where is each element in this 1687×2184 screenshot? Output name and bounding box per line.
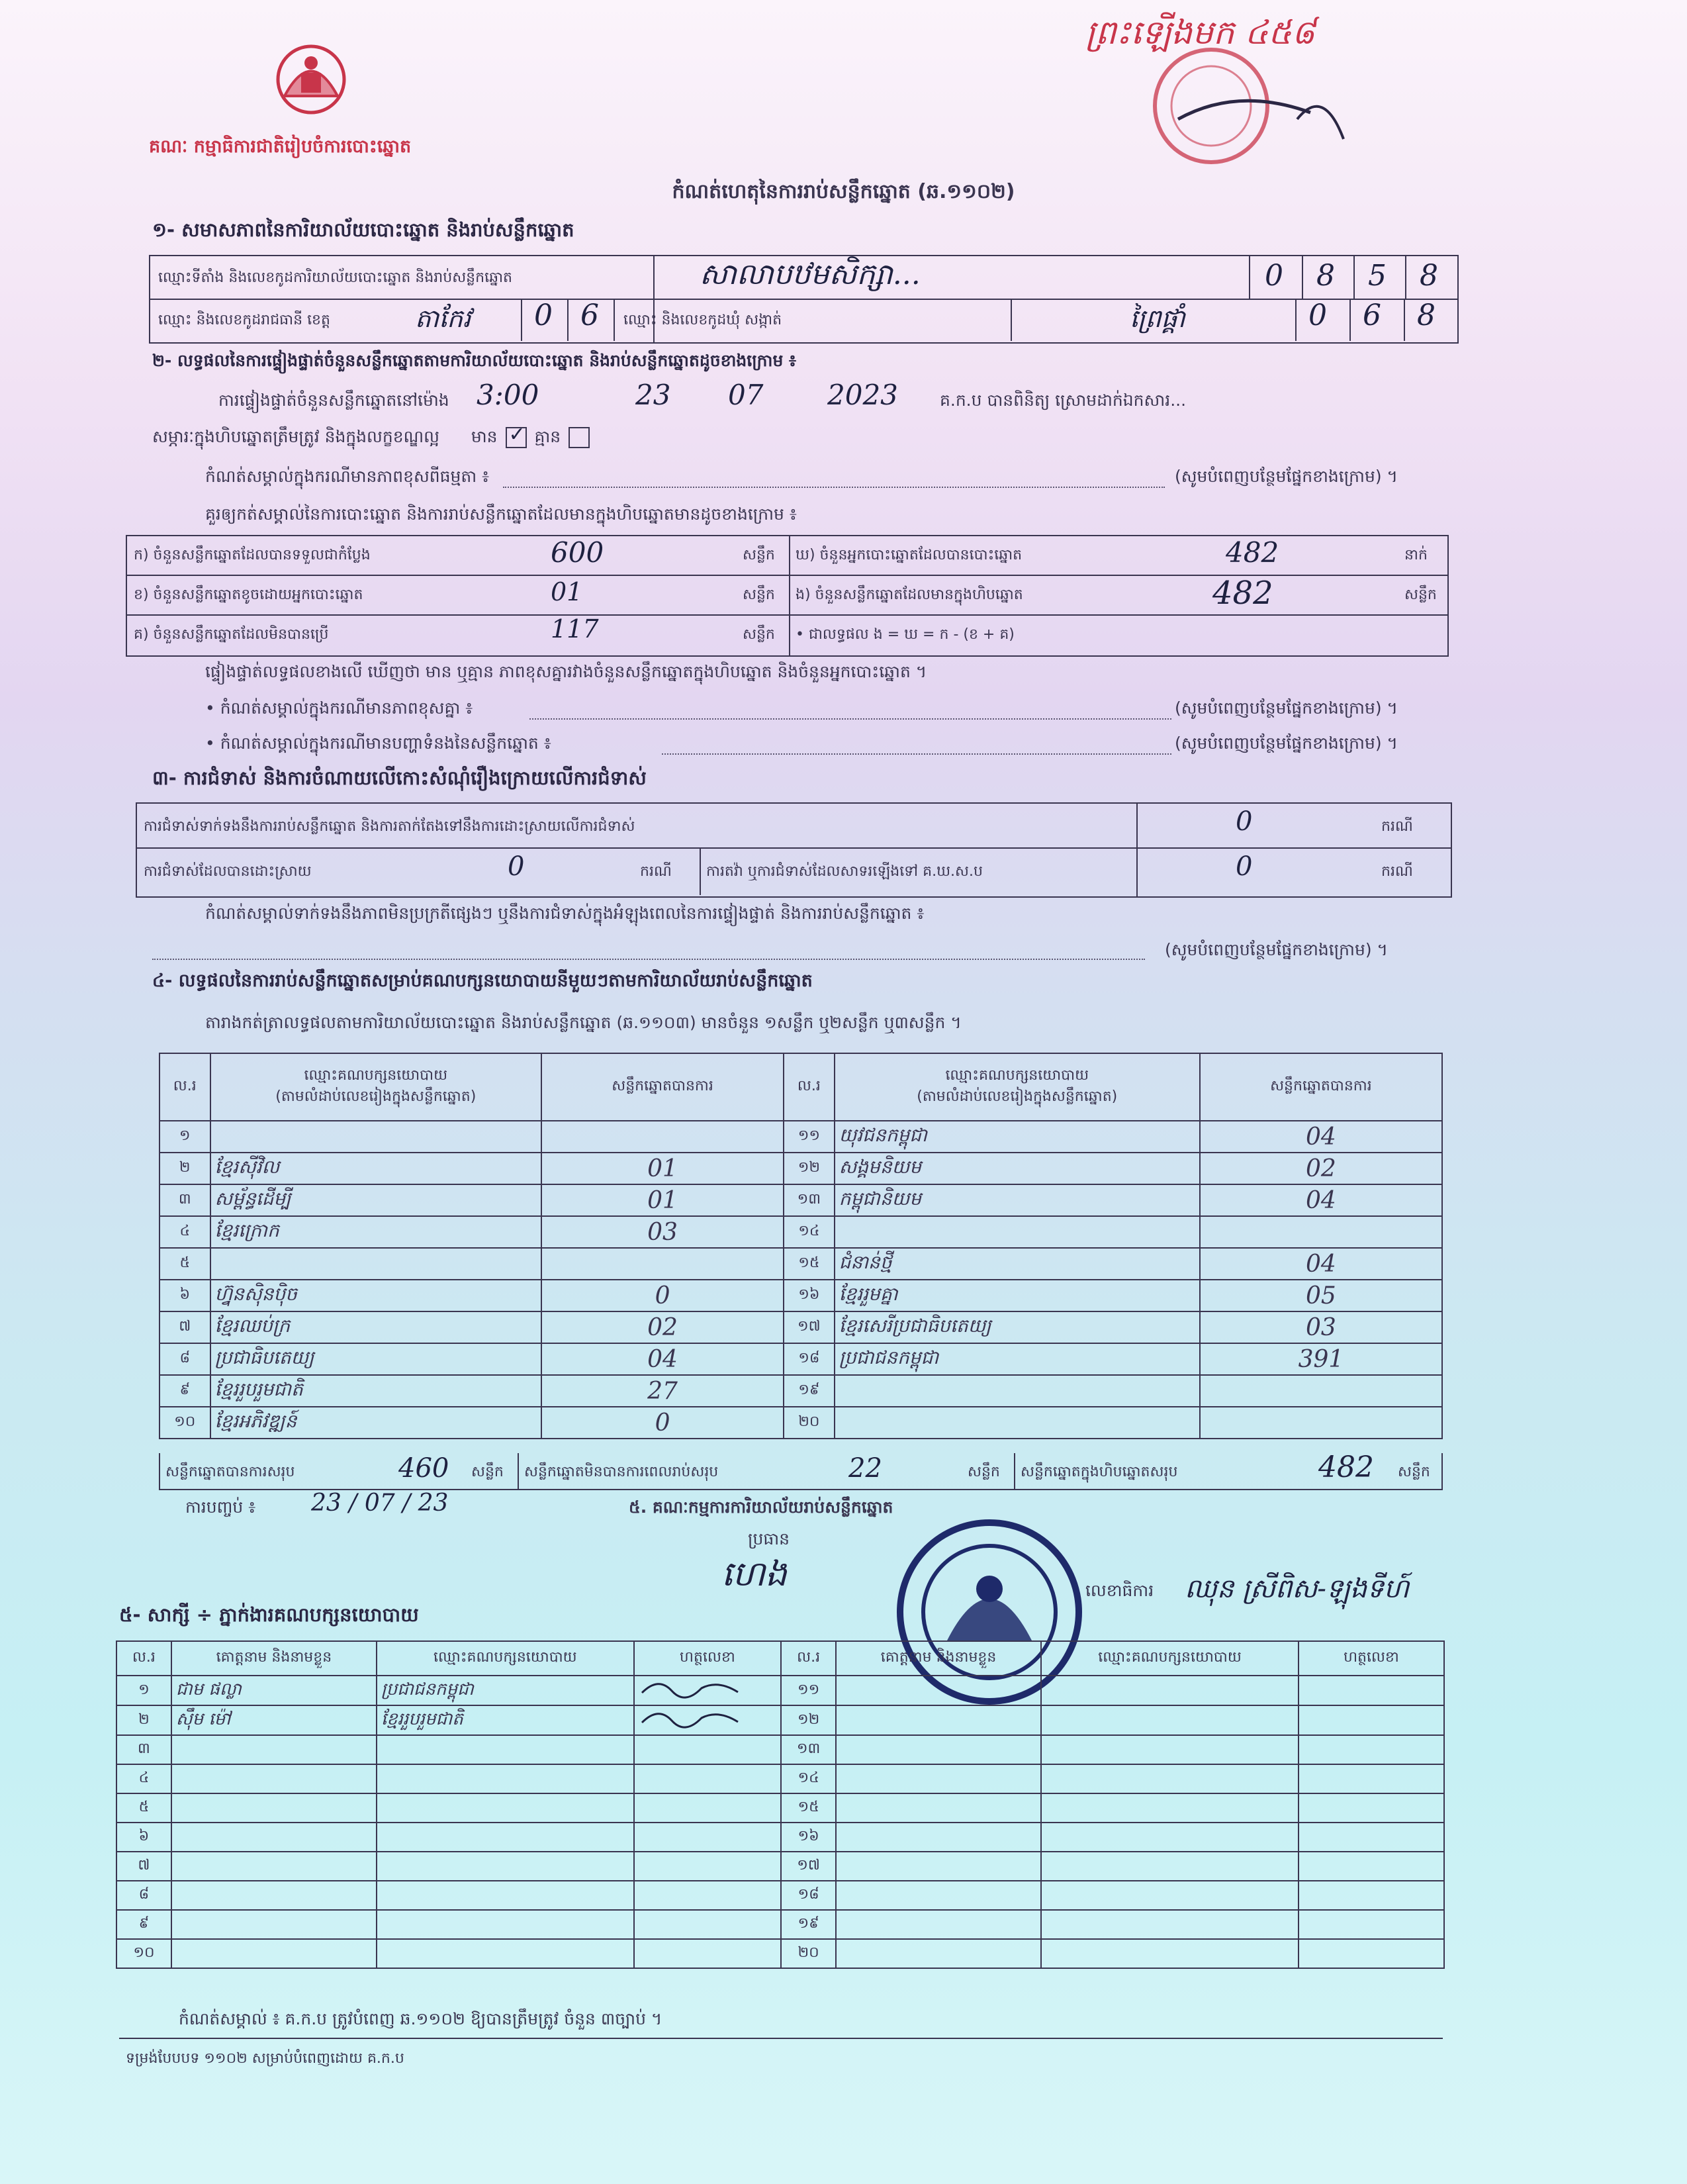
counts-box: ក) ចំនួនសន្លឹកឆ្នោតដែលបានទទួលជាកំប្លែង 600 សន្លឹក ខ) ចំនួនសន្លឹកឆ្នោតខូចដោយអ្នកបោះឆ្នោត 01 សន្លឹក គ) ចំនួនសន្លឹកឆ្នោតដែលមិនបានប្រើ 117 សន្លឹក ឃ) ចំនួនអ្នកបោះឆ្នោតដែលបានបោះឆ្នោត 482 នាក់ ង) ចំនួនសន្លឹកឆ្នោតដែលមានក្នុងហិបឆ្នោត 482 សន្លឹក • ជាលទ្ធផល ង = ឃ = ក - (ខ + គ)	[126, 535, 1449, 657]
count-b-label: ខ) ចំនួនសន្លឹកឆ្នោតខូចដោយអ្នកបោះឆ្នោត	[134, 587, 363, 603]
party-votes: 391	[1200, 1343, 1442, 1375]
row-number: ៣	[160, 1184, 210, 1216]
party-name: ខ្មែរក្រោក	[210, 1216, 542, 1248]
form-footer: ទម្រង់បែបបទ ១១០២ សម្រាប់បំពេញដោយ គ.ក.ប	[126, 2050, 404, 2067]
objection-row1-label: ការជំទាស់ទាក់ទងនឹងការរាប់សន្លឹកឆ្នោត និងការតាក់តែងទៅនឹងការដោះស្រាយលើការជំទាស់	[144, 818, 635, 835]
party-votes: 03	[541, 1216, 784, 1248]
objection-row2-value: 0	[508, 851, 525, 882]
row-number: ៧	[116, 1852, 171, 1881]
location-value: សាលាបឋមសិក្សា...	[700, 258, 921, 291]
section3-remark-line[interactable]	[152, 959, 1145, 960]
witness-party	[1041, 1705, 1299, 1735]
party-name: ខ្មែររួបរួមជាតិ	[210, 1375, 542, 1407]
total-box-label: សន្លឹកឆ្នោតក្នុងហិបឆ្នោតសរុប	[1021, 1464, 1178, 1480]
witness-row	[116, 1735, 1444, 1764]
row-number: ៦	[116, 1823, 171, 1852]
party-votes	[541, 1121, 784, 1153]
commune-label: ឈ្មោះ និងលេខកូដឃុំ សង្កាត់	[623, 312, 782, 328]
witness-signature	[634, 1793, 781, 1823]
remark1-line[interactable]	[503, 487, 1165, 488]
row-number: ១៣	[781, 1735, 836, 1764]
witness-party	[1041, 1676, 1299, 1705]
row-number: ១៥	[781, 1793, 836, 1823]
party-name: ប្រជាធិបតេយ្យ	[210, 1343, 542, 1375]
verify-month: 07	[728, 379, 764, 411]
row-number: ១២	[781, 1705, 836, 1735]
witness-signature	[1299, 1939, 1444, 1968]
party-votes: 01	[541, 1184, 784, 1216]
party-name: ហ្វ៊ុនស៊ិនប៉ិច	[210, 1280, 542, 1311]
row-number: ៣	[116, 1735, 171, 1764]
verify-day: 23	[635, 379, 671, 411]
vote-row	[160, 1216, 1442, 1248]
witness-row	[116, 1881, 1444, 1910]
remark1-hint: (សូមបំពេញបន្ថែមផ្នែកខាងក្រោម) ។	[1175, 467, 1398, 486]
witness-name	[171, 1823, 377, 1852]
witness-name	[171, 1910, 377, 1939]
party-votes: 04	[1200, 1248, 1442, 1280]
province-label: ឈ្មោះ និងលេខកូដរាជធានី ខេត្ត	[158, 312, 330, 328]
party-votes: 03	[1200, 1311, 1442, 1343]
row-number: ៨	[116, 1881, 171, 1910]
row-number: ១៧	[784, 1311, 835, 1343]
party-name	[835, 1216, 1200, 1248]
difference-line: ផ្ទៀងផ្ទាត់លទ្ធផលខាងលើ ឃើញថា មាន ឬគ្មាន ភាពខុសគ្នារវាងចំនួនសន្លឹកឆ្នោតក្នុងហិបឆ្នោត និងចំនួនអ្នកបោះឆ្នោត ។	[205, 662, 927, 681]
vote-row	[160, 1153, 1442, 1184]
witness-table-body	[116, 1676, 1444, 1968]
commune-code-3: 8	[1417, 299, 1436, 332]
row-number: ៥	[160, 1248, 210, 1280]
bullet-remark-1-line[interactable]	[529, 718, 1171, 720]
witness-name	[836, 1764, 1041, 1793]
vote-table-header: ល.រ ឈ្មោះគណបក្សនយោបាយ (តាមលំដាប់លេខរៀងក្នុងសន្លឹកឆ្នោត) សន្លឹកឆ្នោតបានការ ល.រ ឈ្មោះគណបក្សនយោបាយ (តាមលំដាប់លេខរៀងក្នុងសន្លឹកឆ្នោត) សន្លឹកឆ្នោតបានការ	[160, 1053, 1442, 1121]
party-votes	[541, 1248, 784, 1280]
row-number: ១៦	[781, 1823, 836, 1852]
witness-party	[1041, 1823, 1299, 1852]
party-name: សម្ព័ន្ធដើម្បី	[210, 1184, 542, 1216]
vote-totals-row: សន្លឹកឆ្នោតបានការសរុប 460 សន្លឹក សន្លឹកឆ្នោតមិនបានការពេលរាប់សរុប 22 សន្លឹក សន្លឹកឆ្នោតក្នុងហិបឆ្នោតសរុប 482 សន្លឹក	[159, 1453, 1443, 1490]
section5-note: កំណត់សម្គាល់ ៖ គ.ក.ប ត្រូវបំពេញ ឆ.១១០២ ឱ្យបានត្រឹមត្រូវ ចំនួន ៣ច្បាប់ ។	[179, 2009, 662, 2028]
witness-signature	[1299, 1676, 1444, 1705]
vote-results-table	[159, 1053, 1443, 1439]
party-name	[835, 1407, 1200, 1439]
remark1-label: កំណត់សម្គាល់ក្នុងករណីមានភាពខុសពីធម្មតា ៖	[205, 467, 490, 486]
section5-title: ៥- សាក្សី ÷ ភ្នាក់ងារគណបក្សនយោបាយ	[119, 1603, 419, 1626]
row-number: ៥	[116, 1793, 171, 1823]
witness-row	[116, 1793, 1444, 1823]
witness-name	[171, 1881, 377, 1910]
nec-emblem-icon	[265, 33, 357, 126]
party-votes	[1200, 1375, 1442, 1407]
row-number: ១៩	[781, 1910, 836, 1939]
witness-signature	[1299, 1764, 1444, 1793]
witness-signature	[634, 1823, 781, 1852]
witness-signature	[634, 1705, 781, 1735]
section2-title: ២- លទ្ធផលនៃការផ្ទៀងផ្ទាត់ចំនួនសន្លឹកឆ្នោតតាមការិយាល័យបោះឆ្នោត និងរាប់សន្លឹកឆ្នោតដូចខាងក្រោម ៖	[152, 351, 797, 370]
witness-signature	[1299, 1735, 1444, 1764]
witness-party	[377, 1793, 634, 1823]
witness-name	[836, 1881, 1041, 1910]
commune-code-1: 0	[1308, 299, 1327, 332]
witness-party	[377, 1939, 634, 1968]
row-number: ២០	[784, 1407, 835, 1439]
count-d-value: 482	[1226, 536, 1279, 569]
row-number: ៤	[160, 1216, 210, 1248]
row-number: ៦	[160, 1280, 210, 1311]
witness-row	[116, 1939, 1444, 1968]
witness-party	[1041, 1881, 1299, 1910]
witness-signature	[1299, 1881, 1444, 1910]
commune-value: ព្រៃផ្គាំ	[1130, 304, 1185, 333]
verify-time-label: ការផ្ទៀងផ្ទាត់ចំនួនសន្លឹកឆ្នោតនៅម៉ោង	[218, 391, 449, 410]
witness-signature	[1299, 1823, 1444, 1852]
witness-party: ប្រជាជនកម្ពុជា	[377, 1676, 634, 1705]
objection-row2-label: ការជំទាស់ដែលបានដោះស្រាយ	[144, 863, 312, 880]
row-number: ២	[160, 1153, 210, 1184]
witness-name	[836, 1852, 1041, 1881]
witness-name	[836, 1823, 1041, 1852]
commune-code-2: 6	[1363, 299, 1381, 332]
party-name: ខ្មែរស៊ីវិល	[210, 1153, 542, 1184]
row-number: ១៤	[781, 1764, 836, 1793]
witness-row	[116, 1705, 1444, 1735]
witness-row	[116, 1764, 1444, 1793]
vote-row	[160, 1280, 1442, 1311]
vote-row	[160, 1343, 1442, 1375]
vote-row	[160, 1311, 1442, 1343]
witness-party	[377, 1910, 634, 1939]
counts-intro: គួរឲ្យកត់សម្គាល់នៃការបោះឆ្នោត និងការរាប់សន្លឹកឆ្នោតដែលមានក្នុងហិបឆ្នោតមានដូចខាងក្រោម ៖	[205, 504, 797, 524]
bullet-remark-1: • កំណត់សម្គាល់ក្នុងករណីមានភាពខុសគ្នា ៖	[205, 698, 473, 718]
row-number: ១៥	[784, 1248, 835, 1280]
party-name	[210, 1248, 542, 1280]
vote-row	[160, 1407, 1442, 1439]
stamp-handwriting: ព្រះឡើងមក ៤៥៨	[1085, 13, 1315, 52]
count-a-value: 600	[551, 536, 604, 569]
party-name: កម្ពុជានិយម	[835, 1184, 1200, 1216]
witness-signature	[1299, 1910, 1444, 1939]
witness-signature	[634, 1881, 781, 1910]
row-number: ២	[116, 1705, 171, 1735]
bullet-remark-2-line[interactable]	[662, 753, 1171, 755]
party-votes: 02	[541, 1311, 784, 1343]
row-number: ៨	[160, 1343, 210, 1375]
total-box-value: 482	[1318, 1450, 1374, 1484]
objection-row3-value: 0	[1236, 851, 1253, 882]
witness-signature	[1299, 1705, 1444, 1735]
condition-line: សម្ភារៈក្នុងហិបឆ្នោតត្រឹមត្រូវ និងក្នុងលក្ខខណ្ឌល្អ មាន ✓ គ្មាន	[152, 427, 592, 451]
row-number: ១៦	[784, 1280, 835, 1311]
party-votes: 0	[541, 1280, 784, 1311]
witness-name: ស៊ឹម ម៉ៅ	[171, 1705, 377, 1735]
witness-name	[171, 1793, 377, 1823]
section4-title: ៤- លទ្ធផលនៃការរាប់សន្លឹកឆ្នោតសម្រាប់គណបក្សនយោបាយនីមួយៗតាមការិយាល័យរាប់សន្លឹកឆ្នោត	[152, 971, 813, 991]
verify-year: 2023	[827, 379, 898, 411]
witness-party: ខ្មែររួបរួមជាតិ	[377, 1705, 634, 1735]
row-number: ១១	[784, 1121, 835, 1153]
count-e-value: 482	[1212, 575, 1273, 612]
witness-party	[1041, 1793, 1299, 1823]
party-votes: 27	[541, 1375, 784, 1407]
section4-intro: តារាងកត់ត្រាលទ្ធផលតាមការិយាល័យបោះឆ្នោត និងរាប់សន្លឹកឆ្នោត (ឆ.១១០៣) មានចំនួន ១សន្លឹក ឬ២សន្លឹក ឬ៣សន្លឹក ។	[205, 1013, 962, 1032]
verify-rest: គ.ក.ប បានពិនិត្យ ស្រោមដាក់ឯកសារ...	[940, 391, 1187, 410]
location-label: ឈ្មោះទីតាំង និងលេខកូដការិយាល័យបោះឆ្នោត និងរាប់សន្លឹកឆ្នោត	[158, 269, 512, 286]
witness-party	[377, 1735, 634, 1764]
province-value: តាកែវ	[415, 304, 471, 333]
verify-time: 3:00	[477, 379, 539, 411]
footer-divider	[119, 2038, 1443, 2039]
party-votes	[1200, 1407, 1442, 1439]
witness-party	[1041, 1735, 1299, 1764]
row-number: ១៩	[784, 1375, 835, 1407]
row-number: ១៧	[781, 1852, 836, 1881]
vote-row	[160, 1121, 1442, 1153]
witness-signature	[1299, 1852, 1444, 1881]
chair-signature: ហេង	[721, 1554, 788, 1594]
chair-label: ប្រធាន	[748, 1529, 790, 1548]
province-code-1: 0	[534, 299, 553, 332]
witness-signature	[634, 1939, 781, 1968]
total-valid-value: 460	[398, 1453, 449, 1484]
party-votes: 04	[1200, 1184, 1442, 1216]
count-formula: • ជាលទ្ធផល ង = ឃ = ក - (ខ + គ)	[796, 626, 1015, 643]
party-name: ខ្មែរសេរីប្រជាធិបតេយ្យ	[835, 1311, 1200, 1343]
count-b-value: 01	[551, 577, 583, 606]
witness-row	[116, 1676, 1444, 1705]
section3-remark: កំណត់សម្គាល់ទាក់ទងនឹងភាពមិនប្រក្រតីផ្សេងៗ ឬនឹងការជំទាស់ក្នុងអំឡុងពេលនៃការផ្ទៀងផ្ទាត់ និងការរាប់សន្លឹកឆ្នោត ៖	[205, 904, 925, 923]
witness-signature	[634, 1764, 781, 1793]
count-d-label: ឃ) ចំនួនអ្នកបោះឆ្នោតដែលបានបោះឆ្នោត	[796, 547, 1023, 563]
witness-row	[116, 1823, 1444, 1852]
objection-row1-value: 0	[1236, 806, 1253, 837]
total-invalid-label: សន្លឹកឆ្នោតមិនបានការពេលរាប់សរុប	[524, 1464, 719, 1480]
party-votes: 04	[541, 1343, 784, 1375]
row-number: ១១	[781, 1676, 836, 1705]
row-number: ១៤	[784, 1216, 835, 1248]
witness-party	[1041, 1939, 1299, 1968]
witness-row	[116, 1852, 1444, 1881]
witness-party	[377, 1881, 634, 1910]
section1-box	[149, 255, 1459, 344]
witness-party	[377, 1823, 634, 1852]
completion-label: ការបញ្ចប់ ៖	[185, 1497, 256, 1517]
section3-title: ៣- ការជំទាស់ និងការចំណាយលើកោះសំណុំរឿងក្រោយលើការជំទាស់	[152, 767, 647, 789]
party-name: ខ្មែររួមគ្នា	[835, 1280, 1200, 1311]
witness-name	[836, 1735, 1041, 1764]
row-number: ១០	[116, 1939, 171, 1968]
row-number: ១	[160, 1121, 210, 1153]
witness-party	[377, 1764, 634, 1793]
witness-row	[116, 1910, 1444, 1939]
secretary-name: ឈុន ស្រីពិស-ឡុងទីហ៍	[1185, 1574, 1409, 1604]
row-number: ១	[116, 1676, 171, 1705]
witness-signature	[1299, 1793, 1444, 1823]
witness-party	[377, 1852, 634, 1881]
witness-name	[836, 1705, 1041, 1735]
completion-date: 23 / 07 / 23	[311, 1490, 449, 1517]
row-number: ១៣	[784, 1184, 835, 1216]
yes-checkbox[interactable]: ✓	[506, 427, 527, 448]
witness-name: ជាម ផល្លា	[171, 1676, 377, 1705]
count-c-label: គ) ចំនួនសន្លឹកឆ្នោតដែលមិនបានប្រើ	[134, 626, 329, 643]
witness-table	[116, 1640, 1445, 1969]
total-invalid-value: 22	[848, 1453, 882, 1484]
witness-name	[171, 1852, 377, 1881]
party-votes: 05	[1200, 1280, 1442, 1311]
party-votes: 0	[541, 1407, 784, 1439]
row-number: ៩	[116, 1910, 171, 1939]
witness-signature	[634, 1910, 781, 1939]
no-checkbox[interactable]	[569, 427, 590, 448]
party-name: យុវជនកម្ពុជា	[835, 1121, 1200, 1153]
party-name: ខ្មែរអភិវឌ្ឍន៍	[210, 1407, 542, 1439]
vote-row	[160, 1375, 1442, 1407]
bullet-remark-2: • កំណត់សម្គាល់ក្នុងករណីមានបញ្ហាទំនងនៃសន្លឹកឆ្នោត ៖	[205, 734, 551, 753]
witness-name	[836, 1676, 1041, 1705]
witness-name	[171, 1764, 377, 1793]
witness-name	[836, 1910, 1041, 1939]
province-code-2: 6	[580, 299, 599, 332]
committee-label: ៥. គណៈកម្មការការិយាល័យរាប់សន្លឹកឆ្នោត	[629, 1497, 893, 1517]
secretary-label: លេខាធិការ	[1085, 1581, 1154, 1600]
party-votes: 01	[541, 1153, 784, 1184]
witness-name	[836, 1793, 1041, 1823]
witness-signature	[634, 1735, 781, 1764]
scanned-form-page: គណៈ កម្មាធិការជាតិរៀបចំការបោះឆ្នោត ព្រះឡើងមក ៤៥៨ កំណត់ហេតុនៃការរាប់សន្លឹកឆ្នោត (ឆ.១១០២) ១- សមាសភាពនៃការិយាល័យបោះឆ្នោត និងរាប់សន្លឹកឆ្នោត ឈ្មោះទីតាំង និងលេខកូដការិយាល័យបោះឆ្នោត និងរាប់សន្លឹកឆ្នោត សាលាបឋមសិក្សា... 0 8 5 8 ឈ្មោះ និងលេខកូដរាជធានី ខេត្ត តាកែវ 0 6 ឈ្មោះ និងលេខកូដឃុំ សង្កាត់ ព្រៃផ្គាំ 0 6 8 ២- លទ្ធផលនៃការផ្ទៀងផ្ទាត់ចំនួនសន្លឹកឆ្នោតតាមការិយាល័យបោះឆ្នោត និងរាប់សន្លឹកឆ្នោតដូចខាងក្រោម ៖ ការផ្ទៀងផ្ទាត់ចំនួនសន្លឹកឆ្នោតនៅម៉ោង 3:00 23 07 2023 គ.ក.ប បានពិនិត្យ ស្រោមដាក់ឯកសារ... សម្ភារៈក្នុងហិបឆ្នោតត្រឹមត្រូវ និងក្នុងលក្ខខណ្ឌល្អ មាន ✓ គ្មាន កំណត់សម្គាល់ក្នុងករណីមានភាពខុសពីធម្មតា ៖ (សូមបំពេញបន្ថែមផ្នែកខាងក្រោម) ។ គួរឲ្យកត់សម្គាល់នៃការបោះឆ្នោត និងការរាប់សន្លឹកឆ្នោតដែលមានក្នុងហិបឆ្នោតមានដូចខាងក្រោម ៖ ក) ចំនួនសន្លឹកឆ្នោតដែលបានទទួលជាកំប្លែង 600 សន្លឹក ខ) ចំនួនសន្លឹកឆ្នោតខូចដោយអ្នកបោះឆ្នោត 01 សន្លឹក គ) ចំនួនសន្លឹកឆ្នោតដែលមិនបានប្រើ 117 សន្លឹក ឃ) ចំនួនអ្នកបោះឆ្នោតដែលបានបោះឆ្នោត 482 នាក់ ង) ចំនួនសន្លឹកឆ្នោតដែលមានក្នុងហិបឆ្នោត 482 សន្លឹក • ជាលទ្ធផល ង = ឃ = ក - (ខ + គ) ផ្ទៀងផ្ទាត់លទ្ធផលខាងលើ ឃើញថា មាន ឬគ្មាន ភាពខុសគ្នារវាងចំនួនសន្លឹកឆ្នោតក្នុងហិបឆ្នោត និងចំនួនអ្នកបោះឆ្នោត ។ • កំណត់សម្គាល់ក្នុងករណីមានភាពខុសគ្នា ៖ (សូមបំពេញបន្ថែមផ្នែកខាងក្រោម) ។ • កំណត់សម្គាល់ក្នុងករណីមានបញ្ហាទំនងនៃសន្លឹកឆ្នោត ៖ (សូមបំពេញបន្ថែមផ្នែកខាងក្រោម) ។ ៣- ការជំទាស់ និងការចំណាយលើកោះសំណុំរឿងក្រោយលើការជំទាស់ ការជំទាស់ទាក់ទងនឹងការរាប់សន្លឹកឆ្នោត និងការតាក់តែងទៅនឹងការដោះស្រាយលើការជំទាស់ 0 ករណី ការជំទាស់ដែលបានដោះស្រាយ 0 ករណី ការតវ៉ា ឬការជំទាស់ដែលសាទរឡើងទៅ គ.ឃ.ស.ប 0 ករណី កំណត់សម្គាល់ទាក់ទងនឹងភាពមិនប្រក្រតីផ្សេងៗ ឬនឹងការជំទាស់ក្នុងអំឡុងពេលនៃការផ្ទៀងផ្ទាត់ និងការរាប់សន្លឹកឆ្នោត ៖ (សូមបំពេញបន្ថែមផ្នែកខាងក្រោម) ។ ៤- លទ្ធផលនៃការរាប់សន្លឹកឆ្នោតសម្រាប់គណបក្សនយោបាយនីមួយៗតាមការិយាល័យរាប់សន្លឹកឆ្នោត តារាងកត់ត្រាលទ្ធផលតាមការិយាល័យបោះឆ្នោត និងរាប់សន្លឹកឆ្នោត (ឆ.១១០៣) មានចំនួន ១សន្លឹក ឬ២សន្លឹក ឬ៣សន្លឹក ។ ល.រ ឈ្មោះគណបក្សនយោបាយ (តាមលំដាប់លេខរៀងក្នុងសន្លឹកឆ្នោត) សន្លឹកឆ្នោតបានការ ល.រ ឈ្មោះគណបក្សនយោបាយ (តាមលំដាប់លេខរៀងក្នុងសន្លឹកឆ្នោត) សន្លឹកឆ្នោតបានការ ១ ១១ យុវជនកម្ពុជា 04 ២ ខ្មែរស៊ីវិល 01 ១២ សង្គមនិយម 02 ៣ សម្ព័ន្ធដើម្បី 01 ១៣ កម្ពុជានិយម 04 ៤ ខ្មែរក្រោក 03 ១៤ ៥ ១៥ ជំនាន់ថ្មី 04 ៦ ហ្វ៊ុនស៊ិនប៉ិច 0 ១៦ ខ្មែររួមគ្នា 05 ៧ ខ្មែរឈប់ក្រ 02 ១៧ ខ្មែរសេរីប្រជាធិបតេយ្យ 03 ៨ ប្រជាធិបតេយ្យ 04 ១៨ ប្រជាជនកម្ពុជា 391 ៩ ខ្មែររួបរួមជាតិ 27 ១៩ ១០ ខ្មែរអភិវឌ្ឍន៍ 0 ២០ សន្លឹកឆ្នោតបានការសរុប 460 សន្លឹក សន្លឹកឆ្នោតមិនបានការពេលរាប់សរុប 22 សន្លឹក សន្លឹកឆ្នោតក្នុងហិបឆ្នោតសរុប 482 សន្លឹក ការបញ្ចប់ ៖ 23 / 07 / 23 ៥. គណៈកម្មការការិយាល័យរាប់សន្លឹកឆ្នោត ប្រធាន ហេង លេខាធិការ ឈុន ស្រីពិស-ឡុងទីហ៍ ៥- សាក្សី ÷ ភ្នាក់ងារគណបក្សនយោបាយ ល.រ គោត្តនាម និងនាមខ្លួន ឈ្មោះគណបក្សនយោបាយ ហត្ថលេខា ល.រ គោត្តនាម និងនាមខ្លួន ឈ្មោះគណបក្សនយោបាយ ហត្ថលេខា ១ ជាម ផល្លា ប្រជាជនកម្ពុជា ១១ ២ ស៊ឹម ម៉ៅ ខ្មែររួបរួមជាតិ ១២ ៣ ១៣ ៤ ១៤ ៥ ១៥ ៦ ១៦ ៧ ១៧ ៨ ១៨ ៩ ១៩ ១០ ២០ កំណត់សម្គាល់ ៖ គ.ក.ប ត្រូវបំពេញ ឆ.១១០២ ឱ្យបានត្រឹមត្រូវ ចំនួន ៣ច្បាប់ ។ ទម្រង់បែបបទ ១១០២ សម្រាប់បំពេញដោយ គ.ក.ប	[0, 0, 1687, 2184]
witness-party	[1041, 1764, 1299, 1793]
witness-party	[1041, 1910, 1299, 1939]
section3-box: ការជំទាស់ទាក់ទងនឹងការរាប់សន្លឹកឆ្នោត និងការតាក់តែងទៅនឹងការដោះស្រាយលើការជំទាស់ 0 ករណី ការជំទាស់ដែលបានដោះស្រាយ 0 ករណី ការតវ៉ា ឬការជំទាស់ដែលសាទរឡើងទៅ គ.ឃ.ស.ប 0 ករណី	[136, 802, 1452, 898]
row-number: ១៨	[784, 1343, 835, 1375]
party-name	[835, 1375, 1200, 1407]
location-code: 0 8 5 8	[1249, 256, 1458, 299]
witness-signature	[634, 1676, 781, 1705]
row-number: ៧	[160, 1311, 210, 1343]
witness-name	[836, 1939, 1041, 1968]
row-number: ១២	[784, 1153, 835, 1184]
form-title: កំណត់ហេតុនៃការរាប់សន្លឹកឆ្នោត (ឆ.១១០២)	[672, 180, 1015, 203]
signature-mark-icon	[639, 1706, 745, 1730]
row-number: ១០	[160, 1407, 210, 1439]
party-name: ខ្មែរឈប់ក្រ	[210, 1311, 542, 1343]
objection-row3-label: ការតវ៉ា ឬការជំទាស់ដែលសាទរឡើងទៅ គ.ឃ.ស.ប	[706, 863, 983, 880]
org-name: គណៈ កម្មាធិការជាតិរៀបចំការបោះឆ្នោត	[149, 136, 412, 157]
vote-row	[160, 1248, 1442, 1280]
count-c-value: 117	[551, 614, 599, 643]
witness-name	[171, 1735, 377, 1764]
party-votes	[1200, 1216, 1442, 1248]
party-name: ជំនាន់ថ្មី	[835, 1248, 1200, 1280]
party-name: ប្រជាជនកម្ពុជា	[835, 1343, 1200, 1375]
vote-table-body	[160, 1121, 1442, 1439]
party-votes: 02	[1200, 1153, 1442, 1184]
signature-mark-icon	[639, 1676, 745, 1700]
count-e-label: ង) ចំនួនសន្លឹកឆ្នោតដែលមានក្នុងហិបឆ្នោត	[796, 587, 1023, 603]
section1-title: ១- សមាសភាពនៃការិយាល័យបោះឆ្នោត និងរាប់សន្លឹកឆ្នោត	[152, 218, 574, 241]
party-name: សង្គមនិយម	[835, 1153, 1200, 1184]
vote-row	[160, 1184, 1442, 1216]
row-number: ២០	[781, 1939, 836, 1968]
party-name	[210, 1121, 542, 1153]
row-number: ១៨	[781, 1881, 836, 1910]
witness-party	[1041, 1852, 1299, 1881]
count-a-label: ក) ចំនួនសន្លឹកឆ្នោតដែលបានទទួលជាកំប្លែង	[134, 547, 371, 563]
witness-name	[171, 1939, 377, 1968]
party-votes: 04	[1200, 1121, 1442, 1153]
witness-table-header: ល.រ គោត្តនាម និងនាមខ្លួន ឈ្មោះគណបក្សនយោបាយ ហត្ថលេខា ល.រ គោត្តនាម និងនាមខ្លួន ឈ្មោះគណបក្សនយោបាយ ហត្ថលេខា	[116, 1641, 1444, 1676]
row-number: ៩	[160, 1375, 210, 1407]
row-number: ៤	[116, 1764, 171, 1793]
witness-signature	[634, 1852, 781, 1881]
total-valid-label: សន្លឹកឆ្នោតបានការសរុប	[165, 1464, 295, 1480]
